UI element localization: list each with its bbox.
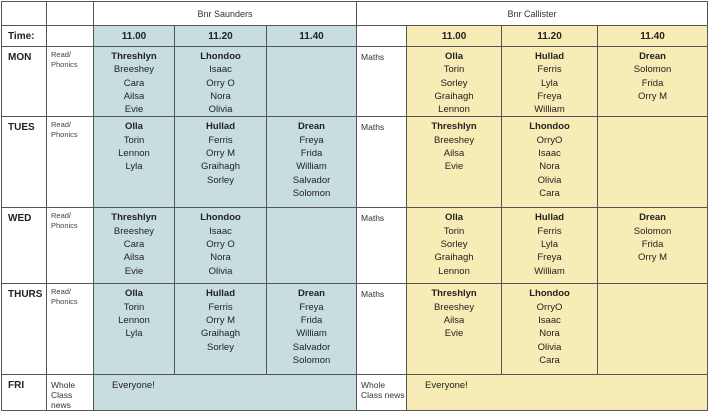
subject-label: Maths — [357, 47, 407, 117]
group-cell — [407, 47, 502, 117]
pupil-name: Lennon — [118, 148, 150, 160]
pupil-name: Torin — [123, 134, 145, 146]
time-slot: 11.00 — [407, 26, 502, 47]
subject-label: Whole Class news — [357, 375, 407, 411]
whole-class-cell: Everyone! — [94, 375, 357, 411]
group-name: Olla — [445, 212, 463, 224]
pupil-name: Graihagh — [200, 328, 241, 340]
pupil-name: Graihagh — [434, 90, 474, 102]
pupil-name: Ferris — [537, 64, 562, 76]
group-cell — [175, 47, 267, 117]
pupil-name: Sorley — [207, 341, 234, 353]
subject-label: Read/ Phonics — [47, 47, 94, 117]
pupil-name: Orry O — [206, 77, 235, 89]
pupil-name: Ferris — [208, 301, 233, 313]
pupil-name: William — [534, 104, 565, 116]
pupil-name: Sorley — [440, 77, 468, 89]
pupil-name: Breeshey — [113, 225, 155, 237]
pupil-name: William — [296, 328, 327, 340]
pupil-name: Orry M — [638, 90, 668, 102]
subject-label: Whole Class news — [47, 375, 94, 411]
pupil-name: Ailsa — [443, 315, 465, 327]
pupil-name: Solomon — [292, 354, 331, 366]
day-row-thurs — [2, 284, 708, 375]
pupil-name: Evie — [124, 104, 144, 116]
pupil-name: Nora — [210, 252, 231, 264]
pupil-name: Solomon — [633, 225, 672, 237]
pupil-name: Evie — [444, 328, 464, 340]
pupil-name: Solomon — [292, 187, 331, 199]
time-slot: 11.00 — [94, 26, 175, 47]
pupil-name: Cara — [539, 354, 560, 366]
subject-label: Read/ Phonics — [47, 284, 94, 375]
pupil-name: Solomon — [633, 64, 672, 76]
day-label: THURS — [2, 284, 47, 375]
time-label: Time: — [2, 26, 47, 47]
pupil-name: Breeshey — [113, 64, 155, 76]
whole-class-cell: Everyone! — [407, 375, 708, 411]
pupil-name: Nora — [539, 161, 560, 173]
day-label: WED — [2, 208, 47, 284]
pupil-name: Orry M — [638, 252, 668, 264]
pupil-name: Freya — [299, 301, 324, 313]
pupil-name: Lennon — [118, 315, 150, 327]
group-name: Threshlyn — [111, 51, 157, 62]
timetable — [1, 1, 708, 411]
group-name: Lhondoo — [529, 121, 570, 133]
group-cell — [598, 117, 708, 208]
pupil-name: Olivia — [208, 265, 233, 277]
group-name: Hullad — [535, 51, 565, 62]
day-label: FRI — [2, 375, 47, 411]
pupil-name: Ailsa — [443, 148, 465, 160]
group-name: Threshlyn — [431, 288, 477, 300]
time-slot: 11.40 — [598, 26, 708, 47]
group-name: Drean — [298, 288, 325, 300]
group-cell — [267, 208, 357, 284]
group-name: Lhondoo — [200, 51, 241, 62]
day-row-wed — [2, 208, 708, 284]
pupil-name: Frida — [641, 239, 664, 251]
day-row-fri — [2, 375, 708, 411]
pupil-name: Lyla — [125, 328, 143, 340]
pupil-name: Frida — [300, 315, 323, 327]
teacher-callister: Bnr Callister — [357, 2, 708, 26]
subject-label: Maths — [357, 117, 407, 208]
day-label: MON — [2, 47, 47, 117]
group-cell — [94, 284, 175, 375]
pupil-name: Evie — [124, 265, 144, 277]
group-cell — [267, 117, 357, 208]
group-name: Drean — [639, 51, 666, 62]
group-name: Hullad — [205, 121, 236, 133]
teacher-header-row — [2, 2, 708, 26]
pupil-name: Cara — [123, 77, 145, 89]
pupil-name: Frida — [641, 77, 664, 89]
pupil-name: Orry M — [205, 148, 236, 160]
group-cell — [407, 284, 502, 375]
pupil-name: Lyla — [125, 161, 143, 173]
group-name: Lhondoo — [529, 288, 570, 300]
pupil-name: Isaac — [209, 225, 232, 237]
day-row-tues — [2, 117, 708, 208]
group-cell — [407, 208, 502, 284]
time-slot: 11.20 — [175, 26, 267, 47]
pupil-name: Ailsa — [123, 252, 145, 264]
group-name: Lhondoo — [200, 212, 241, 224]
pupil-name: Olivia — [537, 341, 562, 353]
day-row-mon — [2, 47, 708, 117]
group-cell — [502, 208, 598, 284]
pupil-name: Isaac — [538, 315, 561, 327]
group-cell — [407, 117, 502, 208]
pupil-name: Breeshey — [433, 301, 475, 313]
pupil-name: Evie — [444, 161, 464, 173]
group-cell — [598, 47, 708, 117]
group-name: Hullad — [535, 212, 565, 224]
pupil-name: Torin — [443, 64, 465, 76]
pupil-name: Frida — [300, 148, 323, 160]
pupil-name: OrryO — [536, 301, 563, 313]
group-name: Drean — [298, 121, 325, 133]
pupil-name: Freya — [537, 90, 562, 102]
group-cell — [502, 284, 598, 375]
group-cell — [94, 208, 175, 284]
pupil-name: Lennon — [438, 265, 470, 277]
group-name: Threshlyn — [111, 212, 157, 224]
group-name: Threshlyn — [431, 121, 477, 133]
pupil-name: Nora — [210, 90, 231, 102]
group-cell — [94, 47, 175, 117]
pupil-name: Isaac — [538, 148, 561, 160]
subject-label: Read/ Phonics — [47, 208, 94, 284]
group-cell — [598, 208, 708, 284]
group-cell — [502, 47, 598, 117]
pupil-name: Graihagh — [200, 161, 241, 173]
group-cell — [502, 117, 598, 208]
group-cell — [94, 117, 175, 208]
pupil-name: William — [534, 265, 565, 277]
group-cell — [267, 284, 357, 375]
group-cell — [598, 284, 708, 375]
teacher-saunders: Bnr Saunders — [94, 2, 357, 26]
pupil-name: Torin — [443, 225, 465, 237]
group-cell — [175, 208, 267, 284]
pupil-name: Lyla — [540, 239, 559, 251]
group-name: Drean — [639, 212, 666, 224]
pupil-name: Olivia — [208, 104, 233, 116]
pupil-name: Cara — [123, 239, 145, 251]
pupil-name: Salvador — [292, 174, 331, 186]
subject-label: Read/ Phonics — [47, 117, 94, 208]
pupil-name: Graihagh — [434, 252, 474, 264]
pupil-name: Ferris — [208, 134, 233, 146]
pupil-name: Olivia — [537, 174, 562, 186]
pupil-name: OrryO — [536, 134, 563, 146]
pupil-name: Orry O — [206, 239, 235, 251]
pupil-name: Nora — [539, 328, 560, 340]
group-cell — [267, 47, 357, 117]
day-label: TUES — [2, 117, 47, 208]
time-row — [2, 26, 708, 47]
pupil-name: Sorley — [207, 174, 234, 186]
group-name: Olla — [125, 121, 143, 133]
pupil-name: Ailsa — [123, 90, 145, 102]
group-cell — [175, 284, 267, 375]
pupil-name: Isaac — [209, 64, 232, 76]
pupil-name: Lyla — [540, 77, 559, 89]
pupil-name: Torin — [123, 301, 145, 313]
subject-label: Maths — [357, 208, 407, 284]
group-name: Hullad — [205, 288, 236, 300]
group-cell — [175, 117, 267, 208]
pupil-name: Cara — [539, 187, 560, 199]
subject-label: Maths — [357, 284, 407, 375]
group-name: Olla — [445, 51, 463, 62]
group-name: Olla — [125, 288, 143, 300]
pupil-name: Lennon — [438, 104, 470, 116]
pupil-name: Breeshey — [433, 134, 475, 146]
pupil-name: Sorley — [440, 239, 468, 251]
pupil-name: Freya — [537, 252, 562, 264]
pupil-name: William — [296, 161, 327, 173]
pupil-name: Ferris — [537, 225, 562, 237]
pupil-name: Salvador — [292, 341, 331, 353]
pupil-name: Freya — [299, 134, 324, 146]
pupil-name: Orry M — [205, 315, 236, 327]
time-slot: 11.20 — [502, 26, 598, 47]
time-slot: 11.40 — [267, 26, 357, 47]
